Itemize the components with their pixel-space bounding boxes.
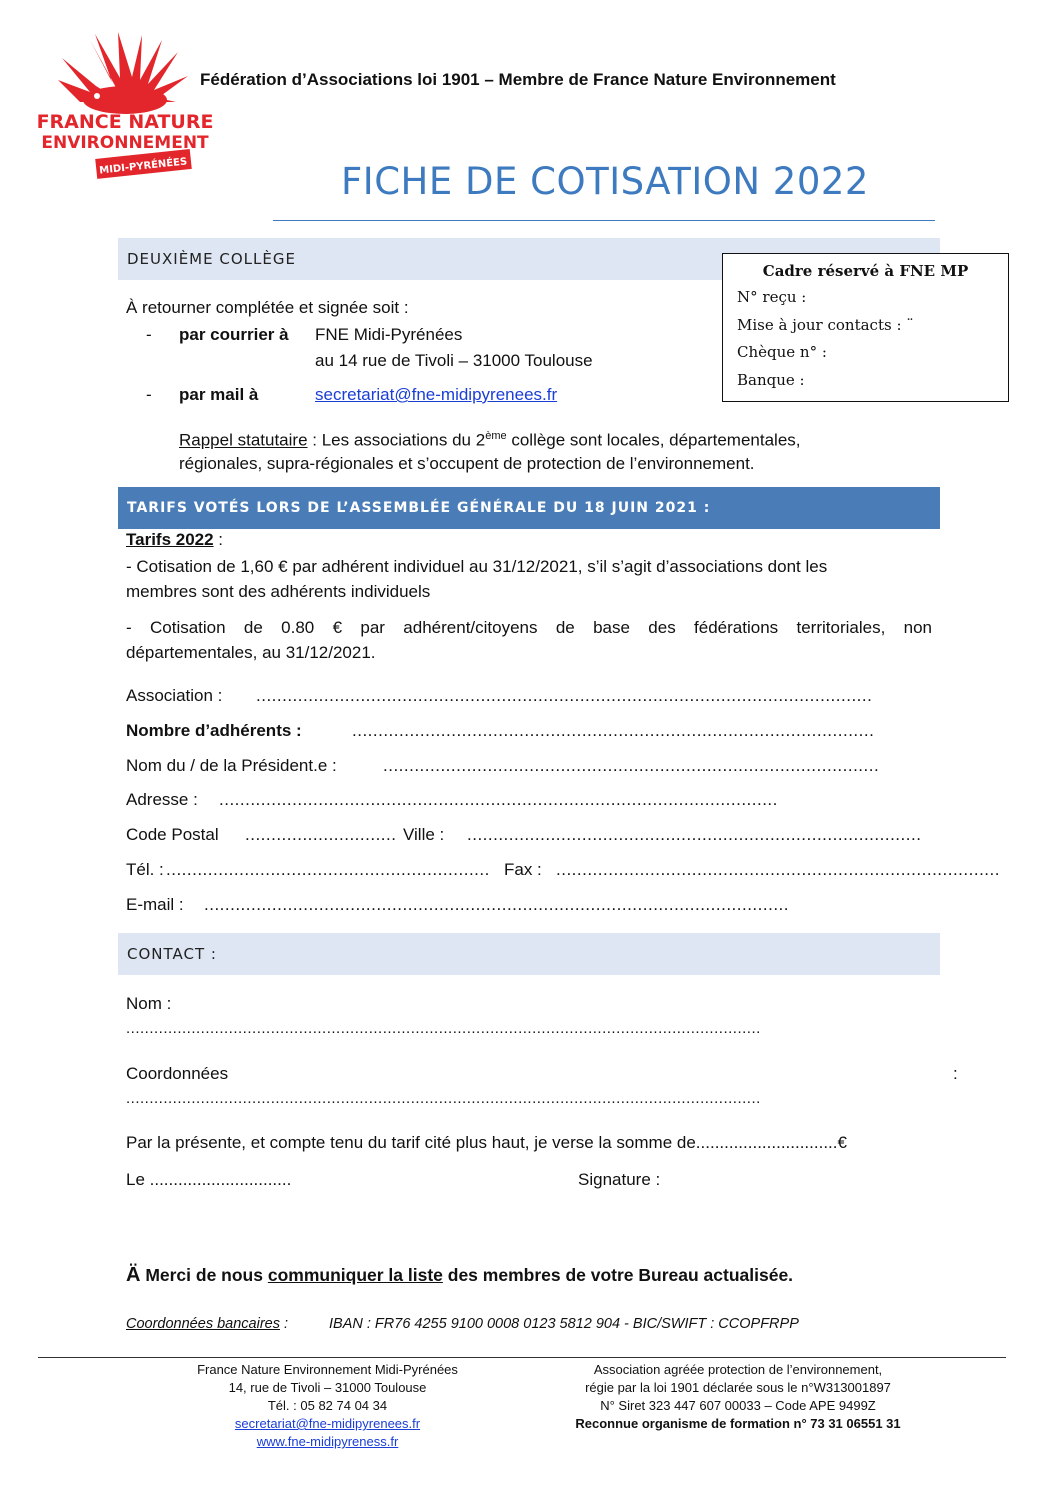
association-label: Association : (126, 686, 223, 705)
adherents-label: Nombre d’adhérents : (126, 721, 302, 740)
notice-underlined: communiquer la liste (267, 1265, 443, 1285)
code-postal-field[interactable]: ............................. (245, 825, 397, 844)
payment-statement: Par la présente, et compte tenu du tarif cité plus haut, je verse la somme de..............................€ (126, 1133, 847, 1152)
fax-field[interactable]: ..................................................................................... (556, 860, 1000, 879)
date-field[interactable]: Le .............................. (126, 1170, 292, 1189)
title-divider (273, 220, 935, 221)
president-label: Nom du / de la Président.e : (126, 756, 337, 775)
secretariat-email-link[interactable]: secretariat@fne-midipyrenees.fr (315, 385, 558, 404)
adresse-label: Adresse : (126, 790, 198, 809)
footer-web-link[interactable]: www.fne-midipyreness.fr (256, 1434, 399, 1449)
contact-coord-label: Coordonnées (126, 1064, 229, 1083)
footer-law: régie par la loi 1901 déclarée sous le n°W313001897 (585, 1380, 891, 1395)
footer-email-link[interactable]: secretariat@fne-midipyrenees.fr (234, 1416, 421, 1431)
arrow-icon: Ä (126, 1264, 141, 1286)
contact-coord-colon: : (953, 1064, 958, 1083)
footer-left (160, 1361, 495, 1451)
footer-divider (38, 1357, 1006, 1358)
contact-coord-field[interactable]: ........................................................................................................................................ (126, 1090, 761, 1107)
federation-heading: Fédération d’Associations loi 1901 – Membre de France Nature Environnement (200, 70, 836, 89)
tel-label: Tél. : (126, 860, 164, 879)
fax-label: Fax : (504, 860, 542, 879)
footer-org-name: France Nature Environnement Midi-Pyrénées (197, 1362, 458, 1377)
logo-line1: FRANCE NATURE (36, 111, 214, 133)
bank-iban: IBAN : FR76 4255 9100 0008 0123 5812 904 - BIC/SWIFT : CCOPFRPP (329, 1316, 799, 1332)
bank-label: Coordonnées bancaires (126, 1316, 280, 1332)
tarif-item1-line1: - Cotisation de 1,60 € par adhérent individuel au 31/12/2021, s’il s’agit d’associations dont les (126, 557, 828, 576)
adresse-field[interactable]: ........................................................................................................... (219, 790, 778, 809)
reminder-text: : Les associations du 2 (307, 430, 486, 450)
notice-text: Merci de nous (140, 1265, 268, 1285)
reserved-line-cheque: Chèque n° : (737, 343, 827, 361)
footer-training: Reconnue organisme de formation n° 73 31 06551 31 (575, 1416, 901, 1431)
footer-right (528, 1361, 948, 1433)
tel-field[interactable]: .............................................................. (166, 860, 490, 879)
logo-line2: ENVIRONNEMENT (41, 133, 209, 153)
reserved-line-banque: Banque : (737, 370, 805, 389)
notice-text-end: des membres de votre Bureau actualisée. (442, 1265, 794, 1285)
ville-label: Ville : (403, 825, 445, 844)
tarifs-heading-text: Tarifs 2022 (126, 530, 214, 549)
reserved-line-contacts: Mise à jour contacts : ¨ (737, 315, 914, 334)
bank-details-row (126, 1316, 288, 1332)
footer-siret: N° Siret 323 447 607 00033 – Code APE 9499Z (600, 1398, 876, 1413)
tarifs-heading (126, 530, 223, 550)
mail-address-line2: au 14 rue de Tivoli – 31000 Toulouse (315, 351, 593, 370)
footer-address: 14, rue de Tivoli – 31000 Toulouse (228, 1380, 427, 1395)
tarif-item2-line2: départementales, au 31/12/2021. (126, 643, 376, 662)
tarifs-heading-suffix: : (213, 530, 224, 549)
bullet-dash: - (146, 325, 152, 344)
association-field[interactable]: ...................................................................................................................... (256, 686, 873, 705)
tarif-item2-line1: - Cotisation de 0.80 € par adhérent/citoyens de base des fédérations territoriales, non (126, 618, 932, 637)
return-intro: À retourner complétée et signée soit : (126, 298, 409, 317)
section-band-tarifs: TARIFS VOTÉS LORS DE L’ASSEMBLÉE GÉNÉRALE DU 18 JUIN 2021 : (118, 487, 940, 529)
bank-sep: : (279, 1316, 289, 1332)
ville-field[interactable]: ....................................................................................... (467, 825, 922, 844)
reminder-text-end: collège sont locales, départementales, (506, 430, 801, 450)
reminder-label: Rappel statutaire (179, 430, 308, 450)
tarif-item1-line2: membres sont des adhérents individuels (126, 582, 431, 601)
email-field-label: E-mail : (126, 895, 184, 914)
fne-logo (36, 32, 214, 182)
mail-label: par courrier à (179, 325, 289, 344)
president-field[interactable]: ............................................................................................... (383, 756, 880, 775)
footer-phone: Tél. : 05 82 74 04 34 (267, 1398, 388, 1413)
reminder-sup: ème (485, 430, 507, 442)
reminder-line1 (179, 430, 801, 451)
code-postal-label: Code Postal (126, 825, 219, 844)
page-title: FICHE DE COTISATION 2022 (341, 160, 869, 203)
bureau-notice (126, 1264, 793, 1287)
bullet-dash: - (146, 385, 152, 404)
reminder-line2: régionales, supra-régionales et s’occupent de protection de l’environnement. (179, 454, 755, 473)
mail-address-line1: FNE Midi-Pyrénées (315, 325, 463, 344)
email-field[interactable]: ................................................................................................................ (204, 895, 789, 914)
section-band-college: DEUXIÈME COLLÈGE (118, 238, 940, 280)
email-label: par mail à (179, 385, 259, 404)
reserved-box (722, 253, 1009, 402)
contact-nom-field[interactable]: ........................................................................................................................................ (126, 1020, 761, 1037)
hedgehog-logo-graphic (36, 32, 214, 182)
section-band-contact: CONTACT : (118, 933, 940, 975)
signature-label: Signature : (578, 1170, 661, 1189)
logo-line3: MIDI-PYRÉNÉES (98, 156, 188, 177)
contact-nom-label: Nom : (126, 994, 172, 1013)
adherents-field[interactable]: .................................................................................................... (352, 721, 875, 740)
reserved-line-recu: N° reçu : (737, 288, 807, 306)
footer-agreement: Association agréée protection de l’environnement, (593, 1362, 883, 1377)
reserved-box-title: Cadre réservé à FNE MP (762, 262, 969, 280)
